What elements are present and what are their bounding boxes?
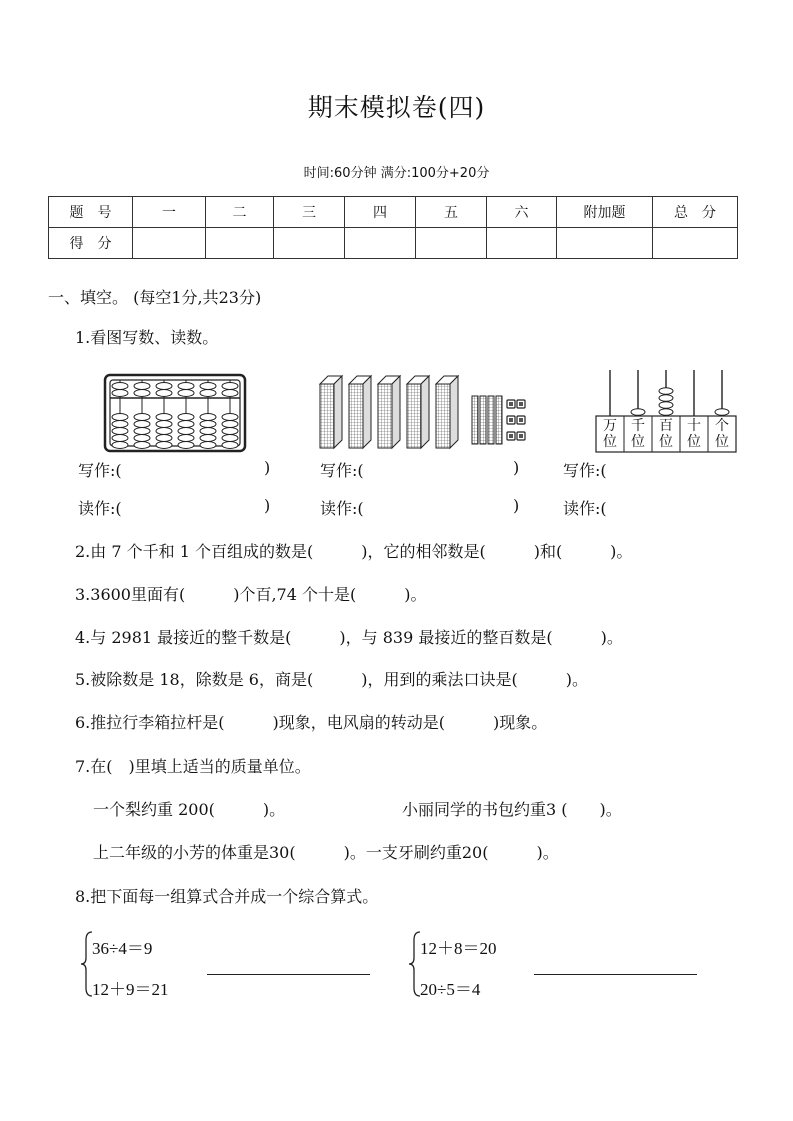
header-cell: 二 [206, 197, 274, 228]
abacus-bead [156, 442, 172, 449]
abacus-bead [178, 390, 194, 397]
write-close-2: ) [513, 458, 520, 477]
write-label-1: 写作:( [78, 461, 122, 480]
write-label-2: 写作:( [320, 461, 364, 480]
abacus-bead [200, 414, 216, 421]
flat-block [436, 384, 450, 448]
flat-block-side [450, 376, 458, 448]
header-cell: 五 [416, 197, 487, 228]
abacus-bead [222, 390, 238, 397]
score-input-cell[interactable] [416, 228, 487, 259]
score-input-cell[interactable] [653, 228, 738, 259]
place-label-bai: 百 位 [659, 418, 673, 450]
unit-block-face [509, 402, 513, 406]
question-2: 2.由 7 个千和 1 个百组成的数是( )，它的相邻数是( )和( )。 [75, 542, 633, 561]
rod-block [480, 396, 486, 444]
abacus-bead [200, 421, 216, 428]
page-title: 期末模拟卷(四) [307, 93, 486, 122]
abacus-bead [200, 428, 216, 435]
section-heading: 一、填空。 (每空1分,共23分) [48, 288, 262, 307]
flat-block [378, 384, 392, 448]
abacus-bead [134, 383, 150, 390]
score-label-cell: 得 分 [49, 228, 133, 259]
abacus-bead [178, 442, 194, 449]
flat-block-side [392, 376, 400, 448]
write-close-1: ) [264, 458, 271, 477]
question-7: 7.在( )里填上适当的质量单位。 [75, 757, 311, 776]
abacus-bead [134, 442, 150, 449]
header-cell: 三 [274, 197, 345, 228]
header-cell: 四 [345, 197, 416, 228]
abacus-bead [200, 435, 216, 442]
unit-block-face [519, 402, 523, 406]
abacus-bead [134, 428, 150, 435]
question-6: 6.推拉行李箱拉杆是( )现象，电风扇的转动是( )现象。 [75, 713, 548, 732]
rod-bead [631, 409, 645, 416]
score-table-score-row [49, 228, 738, 259]
unit-block-face [519, 434, 523, 438]
question-7a: 一个梨约重 200( )。 [93, 800, 286, 819]
read-label-2: 读作:( [320, 499, 364, 518]
rod-bead [659, 395, 673, 402]
abacus-figure [100, 372, 250, 454]
question-5: 5.被除数是 18，除数是 6，商是( )，用到的乘法口诀是( )。 [75, 670, 588, 689]
abacus-bead [178, 414, 194, 421]
header-cell: 总 分 [653, 197, 738, 228]
abacus-bead [178, 383, 194, 390]
score-input-cell[interactable] [133, 228, 206, 259]
flat-block [407, 384, 421, 448]
write-label-3: 写作:( [563, 461, 607, 480]
abacus-bead [156, 414, 172, 421]
rod-block [488, 396, 494, 444]
place-label-wan: 万 位 [603, 418, 617, 450]
abacus-bead [134, 390, 150, 397]
exam-info: 时间:60分钟 满分:100分+20分 [303, 166, 490, 181]
abacus-bead [200, 383, 216, 390]
question-7b: 小丽同学的书包约重3 ( )。 [402, 800, 622, 819]
equation-1b: 12＋9＝21 [92, 980, 169, 999]
answer-line-2[interactable] [534, 974, 697, 975]
read-label-1: 读作:( [78, 499, 122, 518]
flat-block [320, 384, 334, 448]
unit-block-face [509, 418, 513, 422]
question-1: 1.看图写数、读数。 [75, 328, 219, 347]
unit-block-face [519, 418, 523, 422]
abacus-bead [156, 390, 172, 397]
answer-line-1[interactable] [207, 974, 370, 975]
score-input-cell[interactable] [345, 228, 416, 259]
question-7c: 上二年级的小芳的体重是30( )。一支牙刷约重20( )。 [93, 843, 559, 862]
abacus-bead [222, 435, 238, 442]
abacus-bead [222, 383, 238, 390]
abacus-bead [200, 442, 216, 449]
abacus-bead [112, 383, 128, 390]
abacus-bead [134, 435, 150, 442]
place-label-shi: 十 位 [687, 418, 701, 450]
place-label-qian: 千 位 [631, 418, 645, 450]
score-input-cell[interactable] [557, 228, 653, 259]
abacus-bead [222, 428, 238, 435]
header-cell: 附加题 [557, 197, 653, 228]
question-8: 8.把下面每一组算式合并成一个综合算式。 [75, 887, 379, 906]
equation-2b: 20÷5＝4 [420, 980, 481, 999]
flat-block-side [334, 376, 342, 448]
unit-block-face [509, 434, 513, 438]
abacus-bead [156, 421, 172, 428]
abacus-bead [178, 421, 194, 428]
flat-block [349, 384, 363, 448]
score-input-cell[interactable] [487, 228, 557, 259]
abacus-bead [156, 428, 172, 435]
rod-bead [659, 388, 673, 395]
score-input-cell[interactable] [274, 228, 345, 259]
abacus-bead [222, 414, 238, 421]
rod-bead [659, 402, 673, 409]
abacus-bead [222, 442, 238, 449]
rod-bead [715, 409, 729, 416]
read-close-2: ) [513, 496, 520, 515]
read-close-1: ) [264, 496, 271, 515]
abacus-bead [178, 435, 194, 442]
rod-block [472, 396, 478, 444]
abacus-bead [112, 414, 128, 421]
header-cell: 题 号 [49, 197, 133, 228]
score-input-cell[interactable] [206, 228, 274, 259]
flat-block-side [363, 376, 371, 448]
header-cell: 六 [487, 197, 557, 228]
abacus-bead [134, 421, 150, 428]
place-label-ge: 个 位 [715, 418, 729, 450]
base-ten-blocks-figure [312, 374, 527, 452]
abacus-bead [112, 428, 128, 435]
score-table-header-row [49, 197, 738, 228]
abacus-bead [156, 383, 172, 390]
abacus-bead [112, 421, 128, 428]
equation-2a: 12＋8＝20 [420, 939, 497, 958]
score-table [48, 196, 738, 259]
abacus-bead [112, 390, 128, 397]
read-label-3: 读作:( [563, 499, 607, 518]
abacus-bead [200, 390, 216, 397]
abacus-bead [134, 414, 150, 421]
abacus-bead [112, 442, 128, 449]
question-4: 4.与 2981 最接近的整千数是( )，与 839 最接近的整百数是( )。 [75, 628, 623, 647]
abacus-bead [156, 435, 172, 442]
question-3: 3.3600里面有( )个百,74 个十是( )。 [75, 585, 427, 604]
abacus-bead [222, 421, 238, 428]
abacus-bead [178, 428, 194, 435]
equation-1a: 36÷4＝9 [92, 939, 153, 958]
rod-bead [659, 409, 673, 416]
abacus-bead [112, 435, 128, 442]
rod-block [496, 396, 502, 444]
header-cell: 一 [133, 197, 206, 228]
flat-block-side [421, 376, 429, 448]
